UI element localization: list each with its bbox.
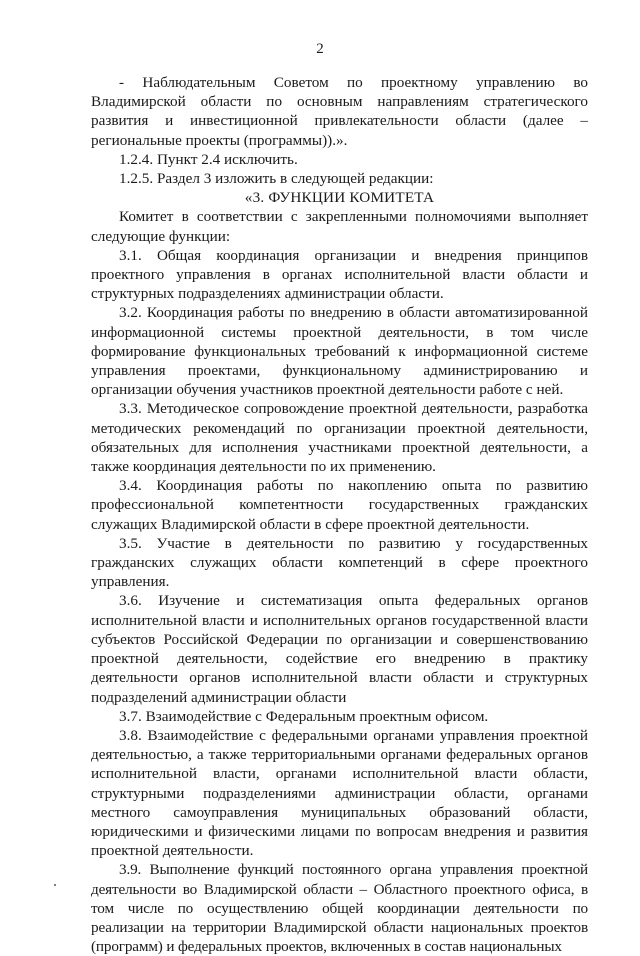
function-3-3: 3.3. Методическое сопровождение проектной деятельности, разработка методических рекомендаций по организации проектной деятельности, обязательных для исполнения участниками проектной деятельности, а также координация деятельности по их применению. bbox=[91, 400, 588, 476]
function-3-2: 3.2. Координация работы по внедрению в области автоматизированной информационной системы проектной деятельности, в том числе формирование функциональных требований к информационной системе управления проектами, функциональному администрированию и организации обучения участников проектной деятельности работе с ней. bbox=[91, 304, 588, 399]
function-3-5: 3.5. Участие в деятельности по развитию у государственных гражданских служащих области компетенций в сфере проектного управления. bbox=[91, 534, 588, 591]
page-number: 2 bbox=[316, 41, 324, 57]
function-3-8: 3.8. Взаимодействие с федеральными органами управления проектной деятельностью, а также территориальными органами федеральных органов исполнительной власти, органами исполнительной власти области, структурными подразделениями администрации области, органами местного самоуправления муниципальных образований области, юридическими и физическими лицами по вопросам внедрения и развития проектной деятельности. bbox=[91, 726, 588, 860]
function-3-4: 3.4. Координация работы по накоплению опыта по развитию профессиональной компетентности государственных гражданских служащих Владимирской области в сфере проектной деятельности. bbox=[91, 477, 588, 533]
paragraph-1-2-5: 1.2.5. Раздел 3 изложить в следующей редакции: bbox=[119, 170, 434, 188]
section-heading: «3. ФУНКЦИИ КОМИТЕТА bbox=[244, 189, 435, 207]
scan-speck bbox=[54, 884, 56, 886]
function-3-6: 3.6. Изучение и систематизация опыта федеральных органов исполнительной власти и исполнительных органов государственной власти субъектов Российской Федерации по организации и совершенствованию проектной деятельности, содействие его внедрению в практику деятельности органов исполнительной власти области и структурных подразделений администрации области bbox=[91, 592, 588, 706]
section-intro: Комитет в соответствии с закрепленными полномочиями выполняет следующие функции: bbox=[91, 208, 588, 245]
paragraph-observation-council: - Наблюдательным Советом по проектному управлению во Владимирской области по основным направлениям стратегического развития и инвестиционной привлекательности области (далее – региональные проекты (программы)).». bbox=[91, 74, 588, 149]
function-3-1: 3.1. Общая координация организации и внедрения принципов проектного управления в органах исполнительной власти области и структурных подразделениях администрации области. bbox=[91, 246, 588, 303]
document-body bbox=[91, 73, 588, 956]
function-3-7: 3.7. Взаимодействие с Федеральным проектным офисом. bbox=[119, 707, 489, 725]
function-3-9: 3.9. Выполнение функций постоянного органа управления проектной деятельности во Владимирской области – Областного проектного офиса, в том числе по осуществлению общей координации деятельности по реализации на территории Владимирской области национальных проектов (программ) и федеральных проектов, включенных в состав национальных bbox=[91, 861, 588, 956]
paragraph-1-2-4: 1.2.4. Пункт 2.4 исключить. bbox=[119, 150, 298, 168]
